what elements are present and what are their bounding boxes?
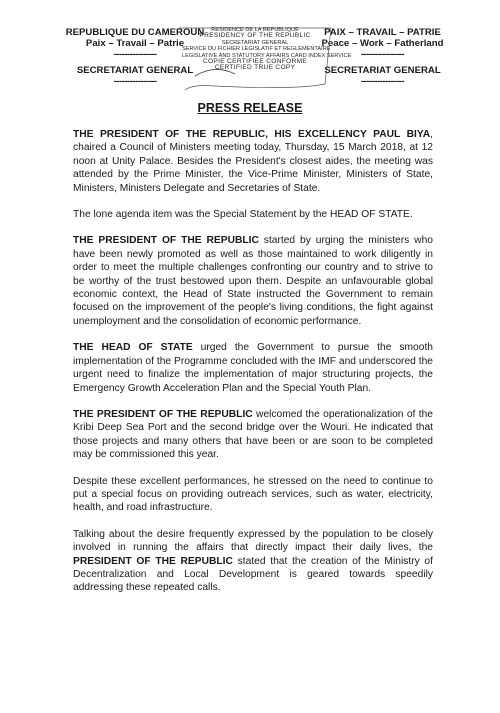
stamp-line-1: RESIDENCE DE LA REPUBLIQUE <box>211 27 299 33</box>
paragraph-2-text: The lone agenda item was the Special Statement by the HEAD OF STATE. <box>73 209 413 221</box>
paragraph-6 <box>73 475 433 515</box>
paragraph-2 <box>73 208 433 221</box>
header-motto-caps: PAIX – TRAVAIL – PATRIE <box>324 27 441 38</box>
stamp-line-3: SECRETARIAT GENERAL <box>221 39 289 46</box>
stamp-line-5: LEGISLATIVE AND STATUTORY AFFAIRS CARD INDEX SERVICE <box>182 52 352 59</box>
paragraph-3-bold: THE PRESIDENT OF THE REPUBLIC <box>73 235 259 247</box>
stamp-line-7: CERTIFIED TRUE COPY <box>214 64 296 72</box>
header-motto-en: Peace – Work – Fatherland <box>321 38 444 49</box>
certification-stamp <box>182 27 352 93</box>
header-left-office: SECRETARIAT GENERAL <box>76 65 194 76</box>
paragraph-5-text: welcomed the operationalization of the Kribi Deep Sea Port and the second bridge over the Wouri. He indicated that those projects and many others that have been or are soon to be completed may be commissioned this year. <box>73 408 433 461</box>
header-country: REPUBLIQUE DU CAMEROUN <box>65 27 205 38</box>
press-release-body <box>73 128 433 608</box>
header-right-office: SECRETARIAT GENERAL <box>324 65 441 76</box>
paragraph-1-bold: THE PRESIDENT OF THE REPUBLIC, HIS EXCELLENCY PAUL BIYA <box>73 129 431 140</box>
paragraph-3 <box>73 234 433 328</box>
paragraph-5-bold: THE PRESIDENT OF THE REPUBLIC <box>73 408 253 420</box>
stamp-line-2: PRESIDENCY OF THE REPUBLIC <box>199 32 311 40</box>
header-right-dashes-2: ---------------- <box>360 76 405 87</box>
paragraph-4-text: urged the Government to pursue the smooth implementation of the Programme concluded with the IMF and underscored the urgent need to finalize the implementation of major structuring projects, the Emergency Growth Acceleration Plan and the Special Youth Plan. <box>73 342 433 394</box>
header-left-dashes-2: ---------------- <box>113 76 157 87</box>
paragraph-1-text: , chaired a Council of Ministers meeting today, Thursday, 15 March 2018, at 12 noon at Unity Palace. Besides the President's closest aides, the meeting was attended by the Prime Minister, the Vice-Prime Minister, Ministers of State, Ministers, Ministers Delegate and Secretaries of State. <box>73 129 433 194</box>
paragraph-3-text: started by urging the ministers who have been newly promoted as well as those maintained to work diligently in order to meet the multiple challenges confronting our country and to strive to be worthy of the trust bestowed upon them. Despite an unfavourable global economic context, the Head of State instructed the Government to remain focused on the improvement of the people's living conditions, the fight against unemployment and the consolidation of economic performance. <box>73 235 433 327</box>
paragraph-7 <box>73 528 433 595</box>
paragraph-1 <box>73 128 433 195</box>
paragraph-4 <box>73 341 433 395</box>
paragraph-7-text-b: stated that the creation of the Ministry of Decentralization and Local Development is geared towards speedily addressing these repeated calls. <box>73 555 433 594</box>
paragraph-6-text: Despite these excellent performances, he stressed on the need to continue to put a special focus on providing outreach services, such as water, electricity, health, and road infrastructure. <box>73 475 433 514</box>
header-motto-fr: Paix – Travail – Patrie <box>85 38 185 49</box>
paragraph-4-bold: THE HEAD OF STATE <box>73 342 193 354</box>
paragraph-7-bold: PRESIDENT OF THE REPUBLIC <box>73 555 233 567</box>
header-left-dashes-1: ---------------- <box>113 49 157 60</box>
stamp-line-4: SERVICE DU FICHIER LEGISLATIF ET REGLEMENTAIRE <box>182 46 331 53</box>
stamp-line-6: COPIE CERTIFIEE CONFORME <box>202 58 308 66</box>
paragraph-7-text-a: Talking about the desire frequently expressed by the population to be closely involved in running the affairs that directly impact their daily lives, the <box>73 528 433 554</box>
paragraph-5 <box>73 408 433 462</box>
page-title: PRESS RELEASE <box>197 101 303 115</box>
header-right-dashes-1: ---------------- <box>360 49 405 60</box>
